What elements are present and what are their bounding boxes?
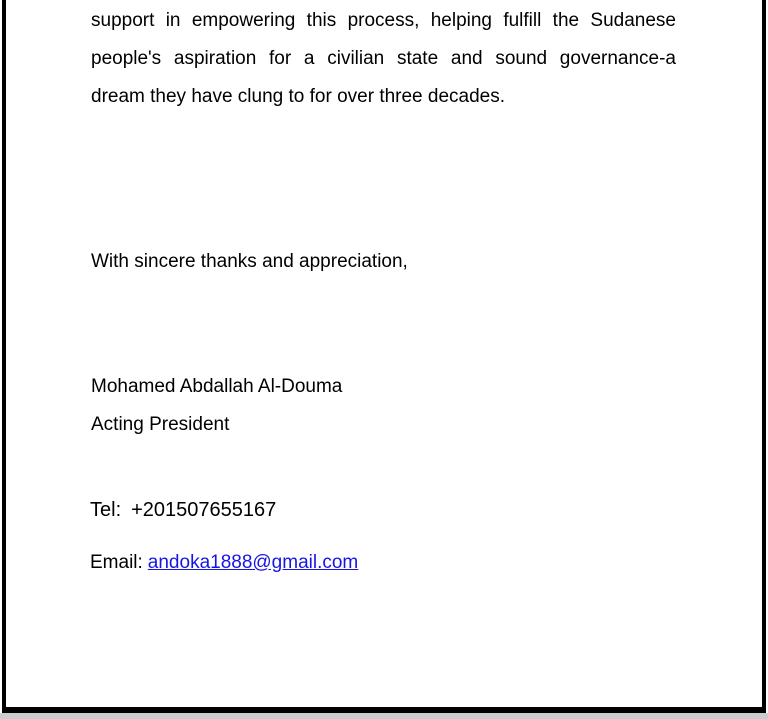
tel-label: Tel: xyxy=(90,499,122,521)
telephone-line xyxy=(90,495,276,525)
tel-number: +201507655167 xyxy=(131,499,277,521)
email-link[interactable]: andoka1888@gmail.com xyxy=(147,552,359,573)
email-line xyxy=(90,548,358,578)
paragraph-line-3: dream they have clung to for over three decades. xyxy=(91,86,506,107)
email-label: Email: xyxy=(90,552,143,573)
closing-salutation: With sincere thanks and appreciation, xyxy=(91,251,408,272)
signature-block xyxy=(91,368,676,444)
signature-name: Mohamed Abdallah Al-Douma xyxy=(91,376,343,397)
body-paragraph xyxy=(91,2,676,116)
signature-title: Acting President xyxy=(91,414,230,435)
paragraph-line-1: support in empowering this process, helping fulfill the Sudanese xyxy=(91,10,676,31)
paragraph-line-2: people's aspiration for a civilian state and sound governance-a xyxy=(91,48,676,69)
